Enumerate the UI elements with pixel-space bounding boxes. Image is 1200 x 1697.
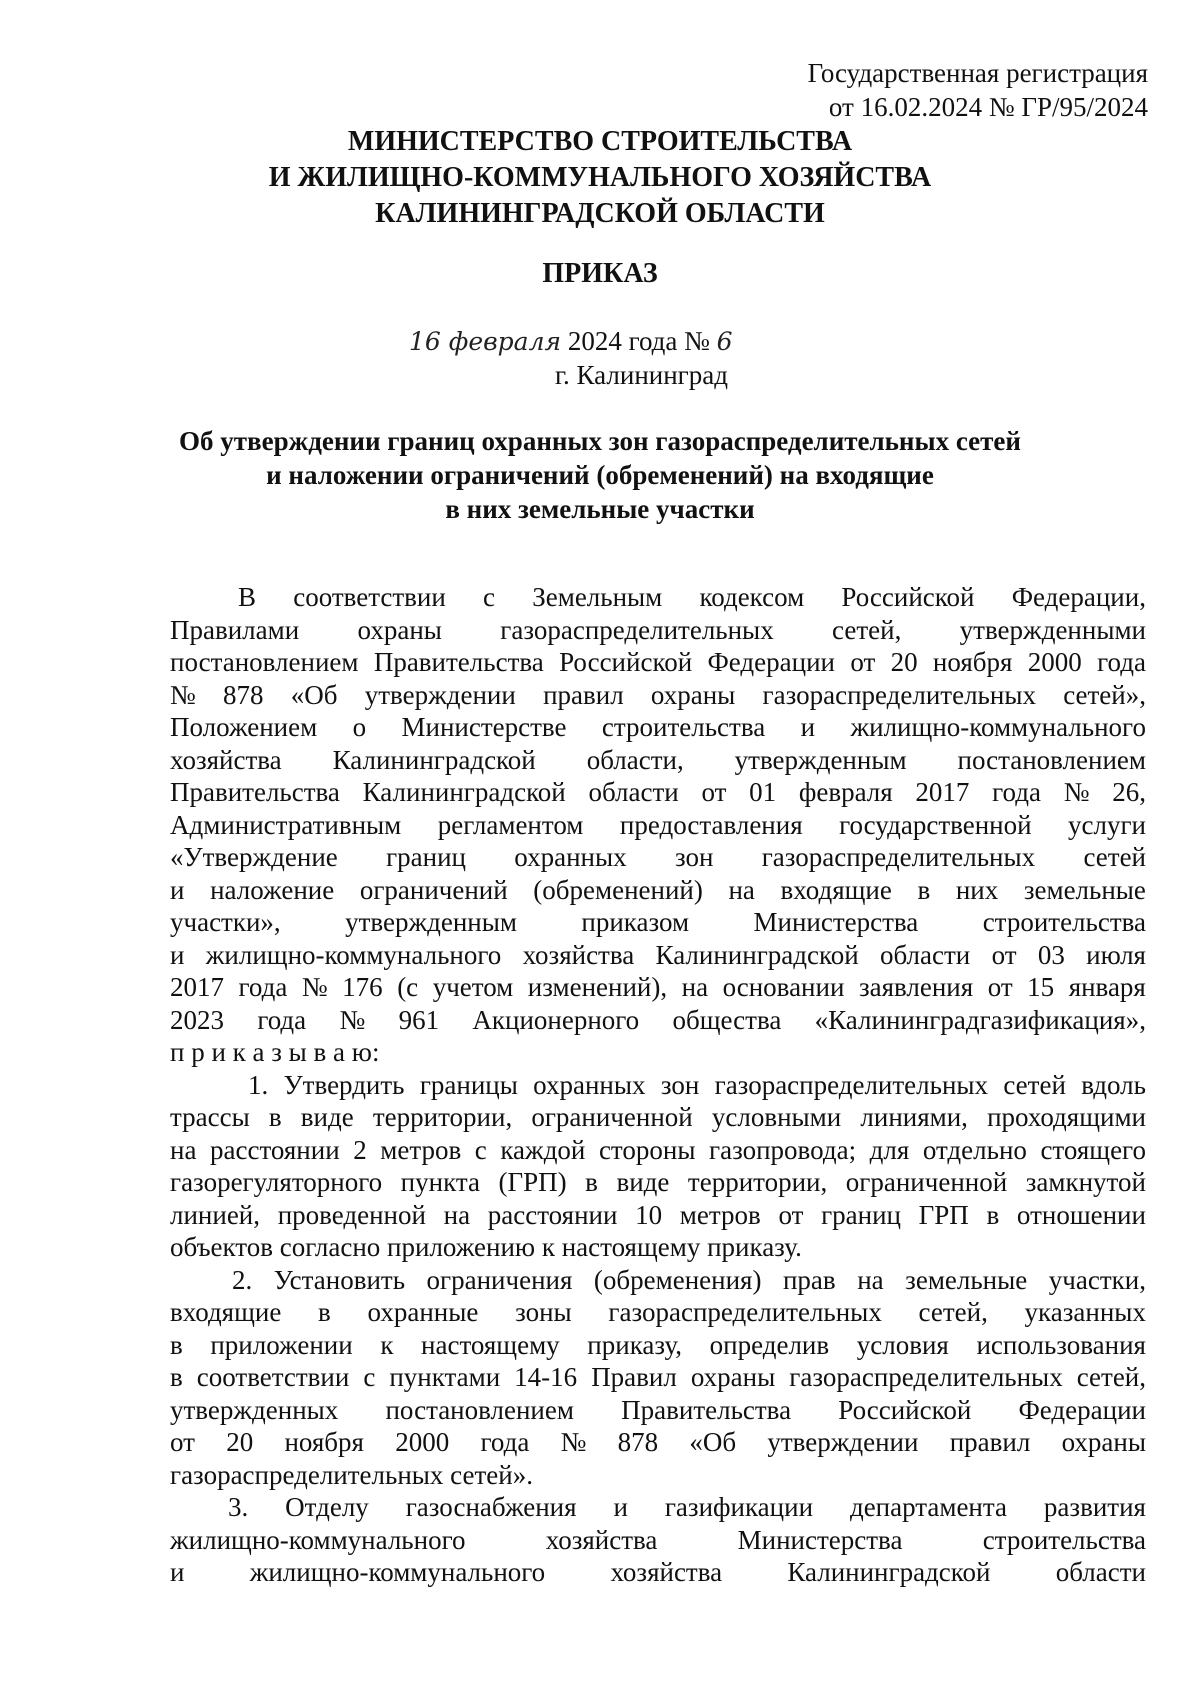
body-line: газорегуляторного пункта (ГРП) в виде территории, ограниченной замкнутой (170, 1167, 1146, 1197)
body-line: жилищно-коммунального хозяйства Министерства строительства (170, 1524, 1146, 1555)
body-line: от 20 ноября 2000 года № 878 «Об утверждении правил охраны (170, 1427, 1146, 1457)
order-subject (150, 424, 1050, 526)
registration-line-1: Государственная регистрация (807, 58, 1148, 88)
registration-stamp (668, 56, 1148, 124)
body-line: 2017 года № 176 (с учетом изменений), на основании заявления от 15 января (170, 972, 1146, 1002)
body-line: в соответствии с пунктами 14-16 Правил охраны газораспределительных сетей, (170, 1362, 1146, 1392)
body-line: хозяйства Калининградской области, утвержденным постановлением (170, 744, 1146, 775)
body-line: на расстоянии 2 метров с каждой стороны газопровода; для отдельно стоящего (170, 1134, 1146, 1165)
subject-line-3: в них земельные участки (445, 494, 755, 524)
body-line: и жилищно-коммунального хозяйства Калининградской области (170, 1557, 1146, 1587)
ministry-line-1: МИНИСТЕРСТВО СТРОИТЕЛЬСТВА (347, 126, 853, 157)
body-line: В соответствии с Земельным кодексом Российской Федерации, (238, 582, 1146, 612)
body-line: 2. Установить ограничения (обременения) прав на земельные участки, (232, 1264, 1146, 1295)
body-line: участки», утвержденным приказом Министерства строительства (170, 907, 1146, 937)
body-line: Правительства Калининградской области от 01 февраля 2017 года № 26, (170, 777, 1146, 807)
order-body (170, 581, 1146, 1589)
ministry-header (150, 124, 1050, 232)
ministry-line-3: КАЛИНИНГРАДСКОЙ ОБЛАСТИ (375, 198, 825, 229)
body-line: и наложение ограничений (обременений) на входящие в них земельные (170, 874, 1146, 905)
handwritten-order-number: 6 (716, 327, 733, 356)
body-line: в приложении к настоящему приказу, определив условия использования (170, 1329, 1146, 1360)
body-line: постановлением Правительства Российской Федерации от 20 ноября 2000 года (170, 647, 1146, 677)
body-line: объектов согласно приложению к настоящему приказу. (170, 1232, 802, 1262)
order-date (409, 324, 733, 359)
handwritten-date: 16 февраля (409, 327, 562, 356)
body-line: газораспределительных сетей». (170, 1459, 533, 1490)
subject-line-1: Об утверждении границ охранных зон газораспределительных сетей (179, 426, 1021, 456)
body-line: Административным регламентом предоставления государственной услуги (170, 809, 1146, 840)
body-line: Правилами охраны газораспределительных сетей, утвержденными (170, 614, 1146, 645)
ministry-line-2: И ЖИЛИЩНО-КОММУНАЛЬНОГО ХОЗЯЙСТВА (268, 162, 932, 193)
body-line: п р и к а з ы в а ю: (170, 1037, 380, 1067)
body-line: и жилищно-коммунального хозяйства Калининградской области от 03 июля (170, 939, 1146, 970)
order-city: г. Калининград (555, 360, 728, 390)
registration-line-2: от 16.02.2024 № ГР/95/2024 (828, 92, 1148, 122)
body-line: 2023 года № 961 Акционерного общества «Калининградгазификация», (170, 1004, 1146, 1035)
body-line: трассы в виде территории, ограниченной условными линиями, проходящими (170, 1102, 1146, 1132)
body-line: 1. Утвердить границы охранных зон газораспределительных сетей вдоль (248, 1069, 1146, 1100)
order-title: ПРИКАЗ (542, 258, 658, 289)
body-line: № 878 «Об утверждении правил охраны газораспределительных сетей», (170, 679, 1146, 710)
subject-line-2: и наложении ограничений (обременений) на входящие (266, 460, 934, 490)
printed-year: 2024 года № (567, 326, 710, 356)
body-line: утвержденных постановлением Правительства Российской Федерации (170, 1394, 1146, 1425)
body-line: Положением о Министерстве строительства и жилищно-коммунального (170, 712, 1146, 742)
body-line: «Утверждение границ охранных зон газораспределительных сетей (170, 842, 1146, 872)
body-line: 3. Отделу газоснабжения и газификации департамента развития (228, 1492, 1146, 1522)
body-line: входящие в охранные зоны газораспределительных сетей, указанных (170, 1297, 1146, 1327)
body-line: линией, проведенной на расстоянии 10 метров от границ ГРП в отношении (170, 1199, 1146, 1230)
